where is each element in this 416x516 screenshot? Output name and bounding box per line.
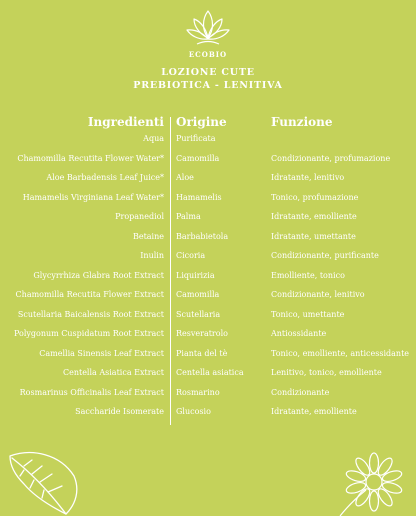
cell-funzione: Antiossidante — [271, 329, 327, 338]
cell-funzione: Idratante, emolliente — [271, 407, 357, 416]
cell-origine: Cicoria — [176, 251, 206, 260]
brand-name: ECOBIO — [188, 50, 228, 59]
table-row — [0, 307, 416, 327]
cell-origine: Scutellaria — [176, 309, 221, 319]
cell-funzione: Lenitivo, tonico, emolliente — [271, 368, 382, 377]
cell-ingrediente: Polygonum Cuspidatum Root Extract — [13, 329, 164, 338]
cell-origine: Palma — [176, 212, 201, 221]
title-line-2: PREBIOTICA - LENITIVA — [133, 80, 283, 91]
lotus-icon — [183, 6, 233, 56]
cell-funzione: Tonico, umettante — [271, 309, 345, 319]
table-row — [0, 365, 416, 385]
table-row — [0, 248, 416, 268]
cell-ingrediente: Aloe Barbadensis Leaf Juice* — [46, 173, 164, 182]
cell-origine: Camomilla — [176, 290, 220, 299]
cell-funzione: Emolliente, tonico — [271, 270, 345, 280]
cell-funzione: Condizionante, purificante — [271, 251, 379, 260]
cell-funzione: Idratante, lenitivo — [271, 173, 345, 182]
cell-funzione: Tonico, profumazione — [271, 192, 359, 202]
table-row — [0, 385, 416, 405]
cell-ingrediente: Scutellaria Baicalensis Root Extract — [17, 309, 164, 319]
cell-origine: Aloe — [176, 173, 194, 182]
table-row — [0, 326, 416, 346]
cell-origine: Centella asiatica — [176, 368, 244, 377]
cell-origine: Glucosio — [176, 407, 211, 416]
cell-ingrediente: Propanediol — [115, 212, 164, 221]
cell-ingrediente: Inulin — [140, 251, 164, 260]
cell-ingrediente: Chamomilla Recutita Flower Water* — [17, 153, 164, 163]
cell-origine: Purificata — [176, 134, 216, 143]
cell-ingrediente: Hamamelis Virginiana Leaf Water* — [22, 192, 164, 202]
cell-origine: Camomilla — [176, 153, 220, 163]
cell-ingrediente: Aqua — [143, 134, 164, 143]
table-row — [0, 229, 416, 249]
cell-ingrediente: Glycyrrhiza Glabra Root Extract — [33, 270, 164, 280]
header-origine: Origine — [176, 115, 227, 129]
header-funzione: Funzione — [271, 115, 333, 129]
cell-ingrediente: Rosmarinus Officinalis Leaf Extract — [19, 387, 164, 397]
cell-ingrediente: Betaine — [132, 231, 164, 241]
table-row — [0, 287, 416, 307]
page-title — [0, 66, 416, 92]
table-row — [0, 268, 416, 288]
table-row — [0, 151, 416, 171]
cell-ingrediente: Saccharide Isomerate — [75, 407, 164, 416]
cell-origine: Hamamelis — [176, 192, 222, 202]
cell-origine: Liquirizia — [176, 270, 215, 280]
cell-funzione: Idratante, emolliente — [271, 212, 357, 221]
cell-funzione: Condizionante, lenitivo — [271, 290, 365, 299]
cell-ingrediente: Centella Asiatica Extract — [62, 368, 164, 377]
header-ingredienti: Ingredienti — [87, 115, 164, 129]
cell-origine: Pianta del tè — [176, 348, 228, 358]
cell-funzione: Condizionante, profumazione — [271, 153, 391, 163]
ingredients-table — [0, 131, 416, 424]
cell-funzione: Condizionante — [271, 387, 330, 397]
table-row — [0, 190, 416, 210]
cell-funzione: Idratante, umettante — [271, 231, 356, 241]
table-row — [0, 131, 416, 151]
table-row — [0, 170, 416, 190]
cell-funzione: Tonico, emolliente, anticessidante — [271, 348, 410, 358]
title-line-1: LOZIONE CUTE — [161, 67, 255, 78]
cell-origine: Barbabietola — [176, 231, 229, 241]
table-row — [0, 346, 416, 366]
table-row — [0, 404, 416, 424]
cell-origine: Resveratrolo — [176, 329, 228, 338]
leaf-icon — [4, 446, 84, 516]
cell-ingrediente: Camellia Sinensis Leaf Extract — [39, 348, 164, 358]
table-row — [0, 209, 416, 229]
cell-ingrediente: Chamomilla Recutita Flower Extract — [15, 290, 164, 299]
cell-origine: Rosmarino — [176, 387, 220, 397]
daisy-icon — [326, 446, 416, 516]
